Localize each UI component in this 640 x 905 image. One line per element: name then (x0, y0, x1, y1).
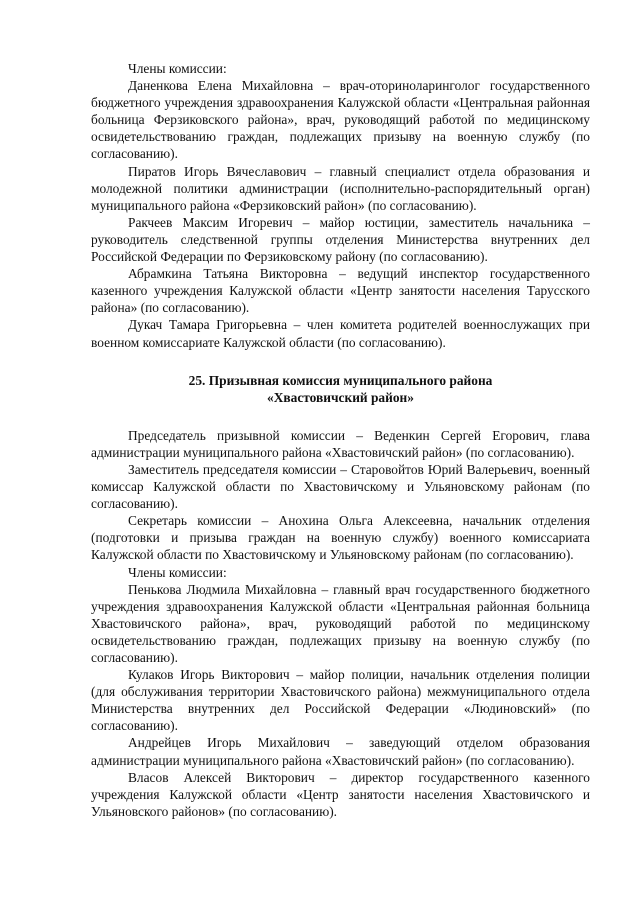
members-label: Члены комиссии: (128, 61, 227, 76)
member-paragraph: Кулаков Игорь Викторович – майор полиции, начальник отделения полиции (для обслуживания территории Хвастовичского района) межмуниципального отдела Министерства внутренних дел Российской Федерации «Людиновский» (по согласованию). (91, 667, 590, 734)
member-paragraph: Ракчеев Максим Игоревич – майор юстиции, заместитель начальника – руководитель следственной группы отделения Министерства внутренних дел Российской Федерации по Ферзиковскому району (по согласованию). (91, 214, 590, 265)
member-paragraph: Андрейцев Игорь Михайлович – заведующий отделом образования администрации муниципального района «Хвастовичский район» (по согласованию). (91, 735, 590, 768)
member-paragraph: Власов Алексей Викторович – директор государственного казенного учреждения Калужской области «Центр занятости населения Хвастовичского и Ульяновского районов» (по согласованию). (91, 769, 590, 819)
secretary-paragraph: Секретарь комиссии – Анохина Ольга Алексеевна, начальник отделения (подготовки и призыва граждан на военную службу) военного комиссариата Калужской области по Хвастовичскому и Ульяновскому районам (по согласованию). (91, 513, 590, 563)
section-heading (91, 372, 590, 406)
member-paragraph: Абрамкина Татьяна Викторовна – ведущий инспектор государственного казенного учреждения Калужской области «Центр занятости населения Тарусского района» (по согласованию). (91, 266, 590, 316)
deputy-paragraph: Заместитель председателя комиссии – Старовойтов Юрий Валерьевич, военный комиссар Калужской области по Хвастовичскому и Ульяновскому районам (по согласованию). (91, 461, 590, 512)
member-paragraph: Пенькова Людмила Михайловна – главный врач государственного бюджетного учреждения здравоохранения Калужской области «Центральная районная больница Хвастовичского района», врач, руководящий работой по медицинскому освидетельствованию граждан, подлежащих призыву на военную службу (по согласованию). (91, 581, 590, 665)
section-heading-line1: 25. Призывная комиссия муниципального района (188, 372, 493, 388)
member-paragraph: Пиратов Игорь Вячеславович – главный специалист отдела образования и молодежной политики администрации (исполнительно-распорядительный орган) муниципального района «Ферзиковский район» (по согласованию). (91, 163, 590, 213)
chairman-paragraph: Председатель призывной комиссии – Веденкин Сергей Егорович, глава администрации муниципального района «Хвастовичский район» (по согласованию). (91, 427, 590, 460)
section-heading-line2: «Хвастовичский район» (267, 389, 414, 405)
member-paragraph: Даненкова Елена Михайловна – врач-оториноларинголог государственного бюджетного учреждения здравоохранения Калужской области «Центральная районная больница Ферзиковского района», врач, руководящий работой по медицинскому освидетельствованию граждан, подлежащих призыву на военную службу (по согласованию). (91, 78, 590, 162)
document-body (91, 60, 590, 820)
members-label: Члены комиссии: (128, 564, 227, 580)
member-paragraph: Дукач Тамара Григорьевна – член комитета родителей военнослужащих при военном комиссариате Калужской области (по согласованию). (91, 317, 590, 350)
